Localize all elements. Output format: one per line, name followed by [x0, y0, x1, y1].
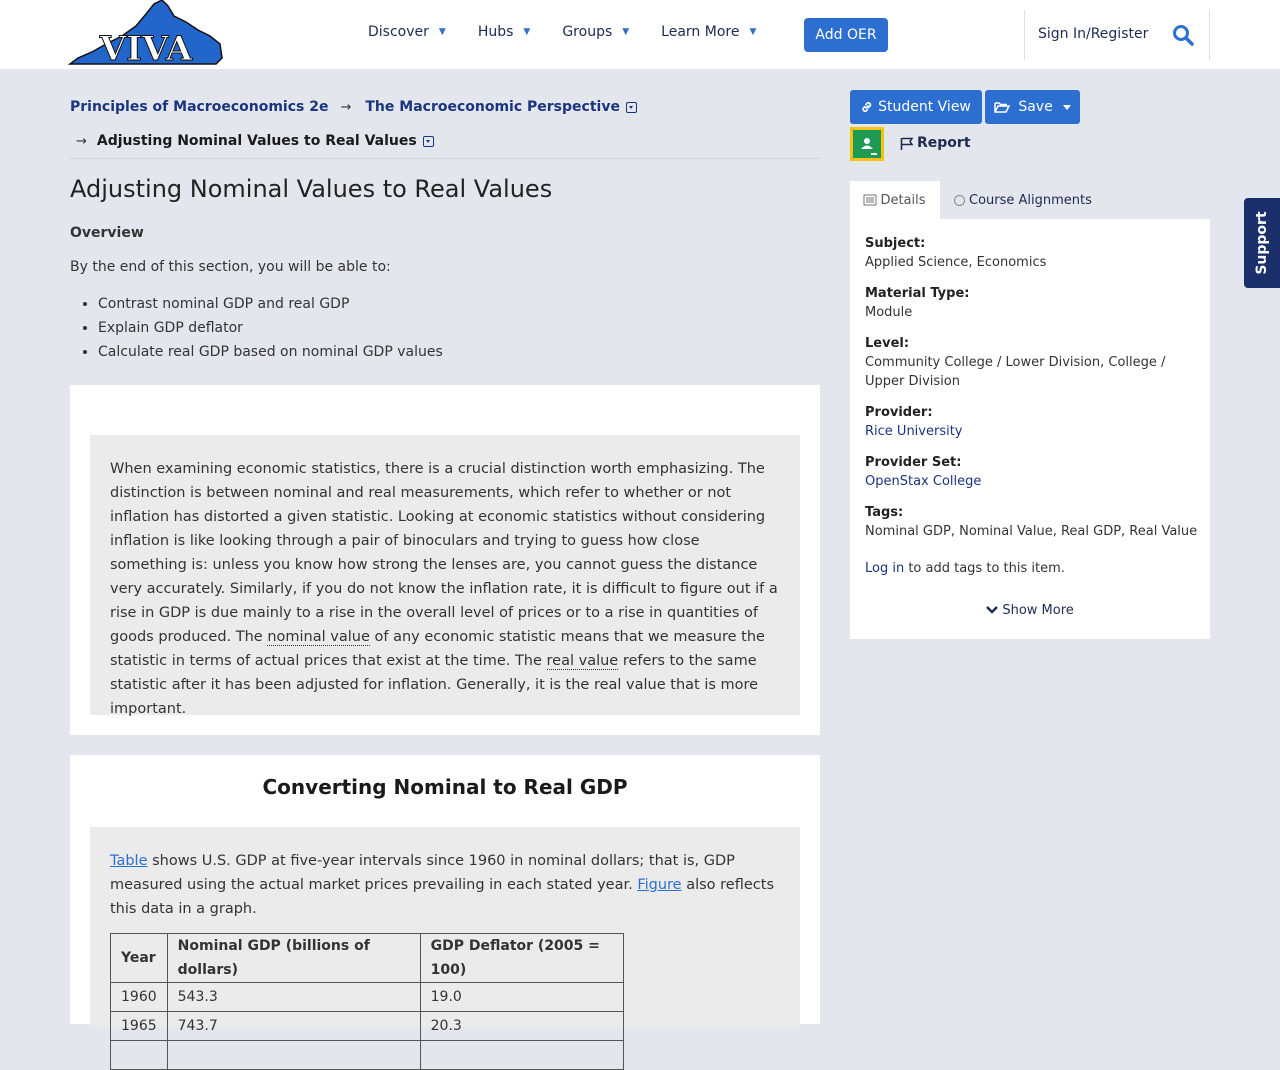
circle-icon — [954, 195, 965, 206]
chevron-down-icon: ▼ — [622, 27, 630, 37]
provider-link[interactable]: Rice University — [865, 424, 963, 439]
page-title: Adjusting Nominal Values to Real Values — [70, 175, 553, 203]
overview-heading: Overview — [70, 225, 144, 241]
figure-link[interactable]: Figure — [637, 877, 682, 893]
header-divider — [1024, 10, 1025, 60]
detail-subject — [865, 234, 1200, 272]
arrow-right-icon: → — [76, 133, 87, 149]
glossary-term-real[interactable]: real value — [546, 653, 619, 669]
detail-label: Level: — [865, 336, 910, 351]
table-cell: 743.7 — [167, 1012, 420, 1041]
report-link[interactable] — [900, 135, 971, 151]
table-cell: 543.3 — [167, 983, 420, 1012]
glossary-term-nominal[interactable]: nominal value — [267, 629, 370, 645]
detail-value: Community College / Lower Division, College / Upper Division — [865, 355, 1166, 389]
chevron-down-icon: ▼ — [523, 27, 531, 37]
list-icon — [864, 195, 876, 205]
list-item: • Calculate real GDP based on nominal GDP values — [98, 344, 443, 368]
table-cell: 1960 — [111, 983, 168, 1012]
tab-details[interactable] — [850, 181, 940, 219]
arrow-right-icon: → — [340, 99, 352, 115]
column-header: GDP Deflator (2005 = 100) — [420, 934, 623, 983]
list-item: • Explain GDP deflator — [98, 320, 443, 344]
table-link[interactable]: Table — [110, 853, 148, 869]
button-label: Save — [1018, 99, 1053, 115]
chevron-down-icon — [986, 605, 998, 614]
nav-label: Discover — [368, 24, 429, 40]
divider — [70, 158, 820, 159]
table-cell: 1965 — [111, 1012, 168, 1041]
show-more-button[interactable] — [850, 603, 1210, 618]
student-view-button[interactable] — [850, 90, 982, 124]
table-cell — [420, 1041, 623, 1070]
detail-label: Subject: — [865, 236, 926, 251]
support-tab[interactable] — [1244, 198, 1280, 288]
list-item: • Contrast nominal GDP and real GDP — [98, 296, 443, 320]
breadcrumb-line — [70, 96, 820, 118]
tab-course-alignments[interactable] — [954, 181, 1092, 219]
caret-down-icon — [1063, 105, 1071, 110]
detail-label: Tags: — [865, 505, 904, 520]
chevron-down-icon: ▼ — [438, 27, 446, 37]
section-heading: Converting Nominal to Real GDP — [262, 775, 628, 799]
detail-label: Material Type: — [865, 286, 970, 301]
table-cell: 19.0 — [420, 983, 623, 1012]
section-text: shows U.S. GDP at five-year intervals since 1960 in nominal dollars; that is, GDP measured using the actual market prices prevailing in each stated year. — [110, 853, 735, 893]
report-label: Report — [917, 135, 971, 151]
folder-open-icon — [994, 101, 1010, 113]
table-row — [111, 983, 624, 1012]
detail-material-type — [865, 284, 1200, 322]
detail-provider-set — [865, 453, 1200, 491]
nav-label: Groups — [562, 24, 613, 40]
detail-provider — [865, 403, 1200, 441]
classroom-person-icon — [853, 130, 881, 158]
main-nav — [368, 24, 788, 40]
breadcrumb-book-link[interactable]: Principles of Macroeconomics 2e — [70, 99, 329, 115]
button-label: Student View — [878, 99, 971, 115]
intro-text: refers to the same statistic after it has been adjusted for inflation. Generally, it is the real value that is more important. — [110, 653, 759, 717]
intro-text: When examining economic statistics, there is a crucial distinction worth emphasizing. The distinction is between nominal and real measurements, which refer to whether or not inflation has distorted a given statistic. Looking at economic statistics without considering inflation is like looking through a pair of binoculars and trying to guess how close something is: unless you know how strong the lenses are, you cannot guess the distance very accurately. Similarly, if you do not know the inflation rate, it is difficult to figure out if a rise in GDP is due mainly to a rise in the overall level of prices or to a rise in quantities of goods produced. The — [110, 461, 778, 645]
table-header-row — [111, 934, 624, 983]
tab-label: Details — [880, 192, 926, 208]
login-note-text: to add tags to this item. — [904, 561, 1065, 576]
nav-groups[interactable] — [562, 24, 629, 40]
nav-learn-more[interactable] — [661, 24, 756, 40]
breadcrumb-current: Adjusting Nominal Values to Real Values — [96, 133, 417, 149]
section-text: also reflects this data in a graph. — [110, 877, 774, 917]
site-header — [0, 0, 1280, 70]
save-button[interactable] — [985, 90, 1080, 124]
show-more-label: Show More — [1002, 603, 1074, 618]
provider-set-link[interactable]: OpenStax College — [865, 474, 982, 489]
dropdown-toggle-icon[interactable] — [423, 136, 434, 147]
breadcrumb-chapter-link[interactable]: The Macroeconomic Perspective — [365, 99, 620, 115]
nav-label: Hubs — [477, 24, 514, 40]
table-cell — [111, 1041, 168, 1070]
overview-intro: By the end of this section, you will be able to: — [70, 259, 391, 275]
support-label: Support — [1254, 211, 1270, 275]
dropdown-toggle-icon[interactable] — [626, 102, 637, 113]
svg-text:VIVA: VIVA — [99, 29, 193, 69]
section-text-box — [90, 827, 800, 1034]
breadcrumb — [70, 96, 820, 149]
intro-text-box — [90, 435, 800, 715]
add-oer-button[interactable]: Add OER — [804, 18, 888, 52]
viva-logo[interactable] — [70, 0, 222, 68]
login-note — [865, 561, 1065, 576]
detail-value: Applied Science, Economics — [865, 255, 1047, 270]
flag-icon — [900, 137, 914, 150]
table-row — [111, 1012, 624, 1041]
nav-hubs[interactable] — [478, 24, 531, 40]
detail-value: Module — [865, 305, 913, 320]
nav-discover[interactable] — [368, 24, 446, 40]
detail-value: Nominal GDP, Nominal Value, Real GDP, Real Value — [865, 524, 1198, 539]
table-row — [111, 1041, 624, 1070]
chevron-down-icon: ▼ — [749, 27, 757, 37]
column-header: Nominal GDP (billions of dollars) — [167, 934, 420, 983]
log-in-link[interactable]: Log in — [865, 561, 905, 576]
details-panel — [850, 219, 1210, 639]
objectives-list — [98, 296, 443, 368]
intro-panel — [70, 385, 820, 735]
nav-label: Learn More — [661, 24, 740, 40]
detail-tags — [865, 503, 1200, 541]
section-panel — [70, 755, 820, 1034]
detail-label: Provider Set: — [865, 455, 962, 470]
detail-level — [865, 334, 1200, 391]
gdp-table — [110, 933, 624, 1070]
intro-text: of any economic statistic means that we measure the statistic in terms of actual prices that exist at the time. The — [110, 629, 765, 669]
google-classroom-icon[interactable] — [850, 127, 884, 161]
tab-label: Course Alignments — [969, 192, 1092, 208]
header-divider — [1209, 10, 1210, 60]
link-icon — [861, 101, 873, 113]
sign-in-link[interactable]: Sign In/Register — [1038, 26, 1149, 42]
table-cell: 20.3 — [420, 1012, 623, 1041]
breadcrumb-line — [70, 130, 434, 152]
detail-label: Provider: — [865, 405, 933, 420]
column-header: Year — [111, 934, 168, 983]
search-icon[interactable] — [1172, 24, 1194, 46]
table-cell — [167, 1041, 420, 1070]
